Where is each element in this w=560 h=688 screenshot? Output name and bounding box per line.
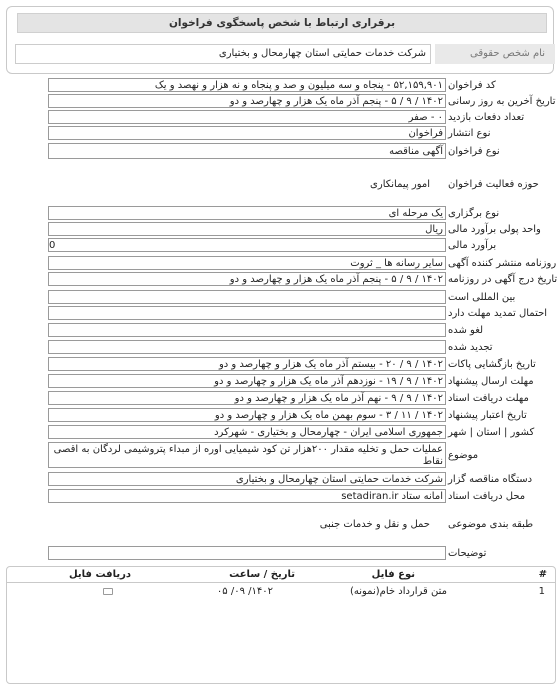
row-call-code [0, 78, 560, 92]
label: کد فراخوان [448, 79, 496, 91]
label: تاریخ آخرین به روز رسانی [448, 95, 556, 107]
label: روزنامه منتشر کننده آگهی [448, 257, 557, 269]
value: امور پیمانکاری [370, 178, 430, 190]
file-index: 1 [538, 586, 545, 597]
label: واحد پولی برآورد مالی [448, 223, 541, 235]
row-currency [0, 222, 560, 236]
label: طبقه بندی موضوعی [448, 518, 534, 530]
value [48, 340, 446, 354]
label: تعداد دفعات بازدید [448, 111, 525, 123]
label: نوع انتشار [448, 127, 491, 139]
value [48, 306, 446, 320]
row-estimate [0, 238, 560, 252]
value: ۰ - صفر [48, 110, 446, 124]
value [48, 323, 446, 337]
value: سایر رسانه ها _ ثروت [48, 256, 446, 270]
label: مهلت ارسال پیشنهاد [448, 375, 534, 387]
value: شرکت خدمات حمایتی استان چهارمحال و بختیاری [48, 472, 446, 486]
value: ۱۴۰۲ / ۹ / ۹ - نهم آذر ماه یک هزار و چهارصد و دو [48, 391, 446, 405]
value: ۱۴۰۲ / ۹ / ۵ - پنجم آذر ماه یک هزار و چهارصد و دو [48, 94, 446, 108]
label: نوع فراخوان [448, 145, 500, 157]
label: محل دریافت اسناد [448, 490, 526, 502]
row-category [0, 512, 560, 536]
row-renewed [0, 340, 560, 354]
col-date-header: تاریخ / ساعت [229, 569, 295, 580]
value: حمل و نقل و خدمات جنبی [319, 518, 430, 530]
value: عملیات حمل و تخلیه مقدار ۲۰۰هزار تن کود شیمیایی اوره از مبداء پتروشیمی لردگان به اقصی نقاط [48, 442, 446, 468]
row-activity [0, 173, 560, 195]
value: ۱۴۰۲ / ۹ / ۱۹ - نوزدهم آذر ماه یک هزار و چهارصد و دو [48, 374, 446, 388]
label: بین المللی است [448, 291, 516, 303]
label: مهلت دریافت اسناد [448, 392, 529, 404]
value: ۱۴۰۲ / ۹ / ۵ - پنجم آذر ماه یک هزار و چهارصد و دو [48, 272, 446, 286]
label: موضوع [448, 449, 479, 461]
value: ریال [48, 222, 446, 236]
value: جمهوری اسلامی ایران - چهارمحال و بختیاری - شهرکرد [48, 425, 446, 439]
file-type: متن قرارداد خام(نمونه) [349, 586, 447, 597]
row-international [0, 290, 560, 304]
value: ۱۴۰۲ / ۱۱ / ۳ - سوم بهمن ماه یک هزار و چهارصد و دو [48, 408, 446, 422]
col-download-header: دریافت فایل [69, 569, 131, 580]
panel-title: برقراری ارتباط با شخص پاسخگوی فراخوان [17, 13, 547, 33]
files-table [6, 566, 556, 684]
label: تاریخ درج آگهی در روزنامه [448, 273, 558, 285]
value: ۱۴۰۲ / ۹ / ۲۰ - بیستم آذر ماه یک هزار و چهارصد و دو [48, 357, 446, 371]
row-visits [0, 110, 560, 124]
row-docs-place [0, 489, 560, 503]
row-subject [0, 442, 560, 468]
row-docs-deadline [0, 391, 560, 405]
label: حوزه فعالیت فراخوان [448, 178, 539, 190]
value: یک مرحله ای [48, 206, 446, 220]
row-newspaper-date [0, 272, 560, 286]
file-date: ۱۴۰۲/ ۰۹/ ۰۵ [216, 586, 273, 597]
files-header [7, 567, 555, 583]
contact-label: نام شخص حقوقی [435, 44, 555, 64]
value: آگهی مناقصه [48, 143, 446, 159]
row-publish-type [0, 126, 560, 140]
label: دستگاه مناقصه گزار [448, 473, 533, 485]
label: تجدید شده [448, 341, 493, 353]
contact-row [15, 44, 555, 64]
row-extend [0, 306, 560, 320]
value: 0 [48, 238, 446, 252]
row-cancelled [0, 323, 560, 337]
contact-panel [6, 6, 554, 74]
label: لغو شده [448, 324, 484, 336]
row-holding-type [0, 206, 560, 220]
value: ۵۲,۱۵۹,۹۰۱ - پنجاه و سه میلیون و صد و پنجاه و نه هزار و نهصد و یک [48, 78, 446, 92]
value [48, 290, 446, 304]
row-submit-deadline [0, 374, 560, 388]
col-index-header: # [538, 569, 547, 580]
row-call-type [0, 143, 560, 159]
row-organizer [0, 472, 560, 486]
contact-value: شرکت خدمات حمایتی استان چهارمحال و بختیاری [15, 44, 431, 64]
value [48, 546, 446, 560]
row-last-update [0, 94, 560, 108]
label: توضیحات [448, 547, 487, 559]
label: تاریخ بازگشایی پاکات [448, 358, 536, 370]
label: نوع برگزاری [448, 207, 500, 219]
label: تاریخ اعتبار پیشنهاد [448, 409, 527, 421]
row-validity [0, 408, 560, 422]
value: فراخوان [48, 126, 446, 140]
row-opening-date [0, 357, 560, 371]
value[interactable]: امانه ستاد setadiran.ir [48, 489, 446, 503]
label: برآورد مالی [448, 239, 497, 251]
download-icon[interactable] [103, 588, 113, 595]
col-type-header: نوع فایل [371, 569, 415, 580]
label: کشور | استان | شهر [448, 426, 535, 438]
row-notes [0, 546, 560, 560]
row-location [0, 425, 560, 439]
row-newspaper [0, 256, 560, 270]
label: احتمال تمدید مهلت دارد [448, 307, 548, 319]
file-row [7, 584, 555, 600]
